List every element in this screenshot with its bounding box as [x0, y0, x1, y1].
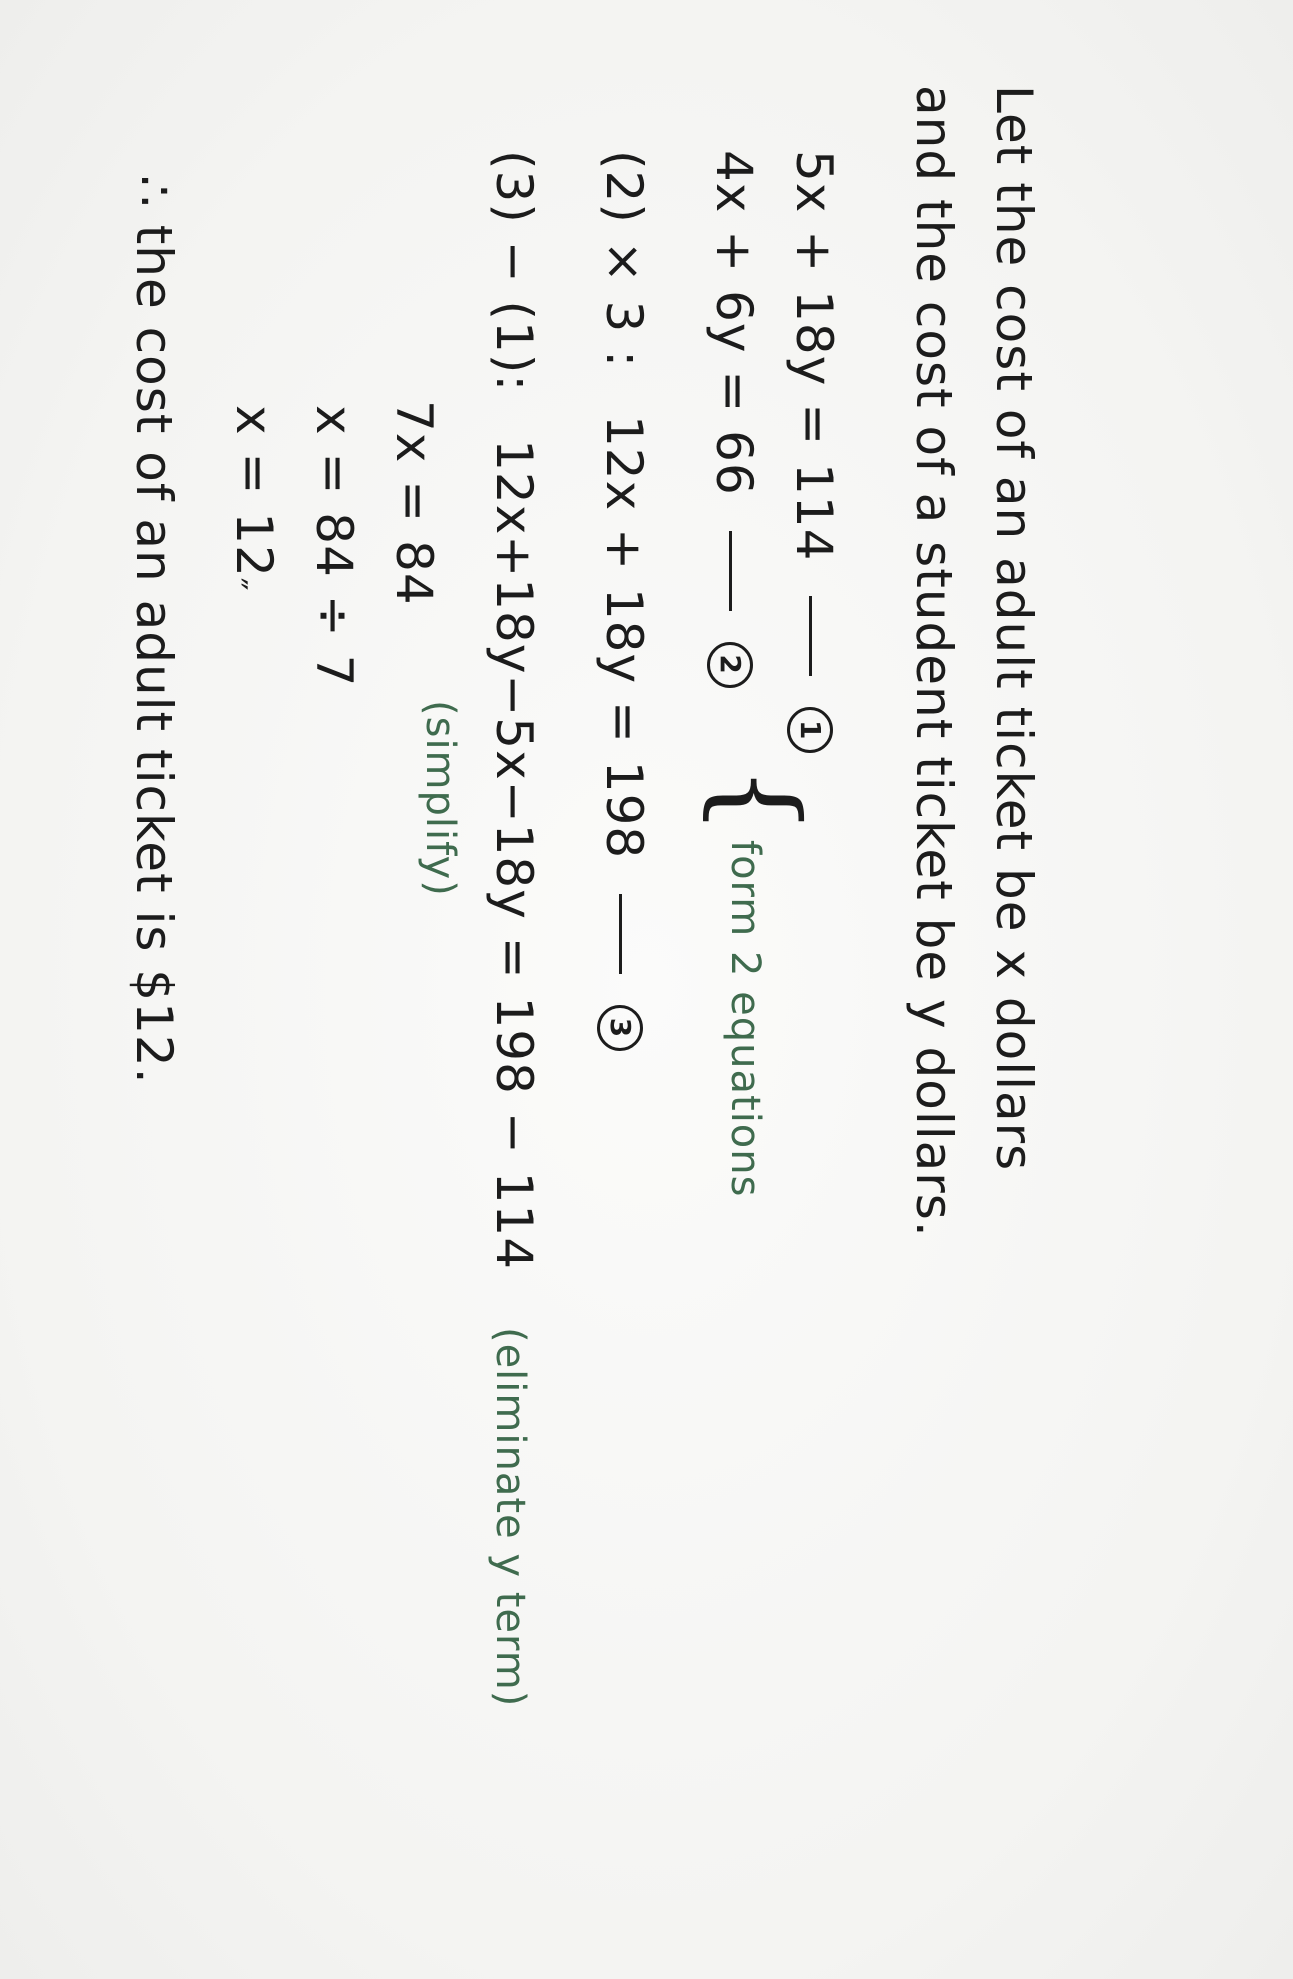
equation-2-text: 4x + 6y = 66	[705, 150, 763, 496]
step-2-note: (eliminate y term)	[487, 1326, 533, 1708]
step-1-label: (2) × 3 :	[595, 150, 653, 369]
step-3-expr: 7x = 84	[385, 400, 443, 606]
brace-note: form 2 equations	[722, 840, 768, 1198]
step-1	[595, 150, 653, 1051]
step-2	[485, 150, 543, 1707]
step-3-note: (simplify)	[417, 700, 463, 897]
step-5-expr: x = 12	[225, 405, 283, 578]
step-2-label: (3) − (1):	[485, 150, 543, 393]
intro-line-1: Let the cost of an adult ticket be x dollars	[985, 85, 1043, 1172]
step-1-expr: 12x + 18y = 198	[595, 414, 653, 860]
step-3	[385, 400, 443, 606]
intro-line-2: and the cost of a student ticket be y dollars.	[905, 85, 963, 1238]
dash	[809, 596, 812, 676]
step-2-expr: 12x+18y−5x−18y = 198 − 114	[485, 439, 543, 1271]
dash	[619, 894, 622, 974]
equation-1	[785, 150, 843, 753]
step-1-tag: 3	[598, 1005, 644, 1051]
dash	[729, 531, 732, 611]
step-4: x = 84 ÷ 7	[305, 405, 363, 688]
conclusion: ∴ the cost of an adult ticket is $12.	[125, 175, 183, 1085]
brace-icon: {	[695, 765, 823, 835]
equation-1-text: 5x + 18y = 114	[785, 150, 843, 562]
step-5-mark: ″	[214, 577, 254, 592]
step-5	[214, 405, 283, 592]
equation-2	[705, 150, 763, 688]
equation-1-tag: 1	[788, 707, 834, 753]
equation-2-tag: 2	[708, 642, 754, 688]
